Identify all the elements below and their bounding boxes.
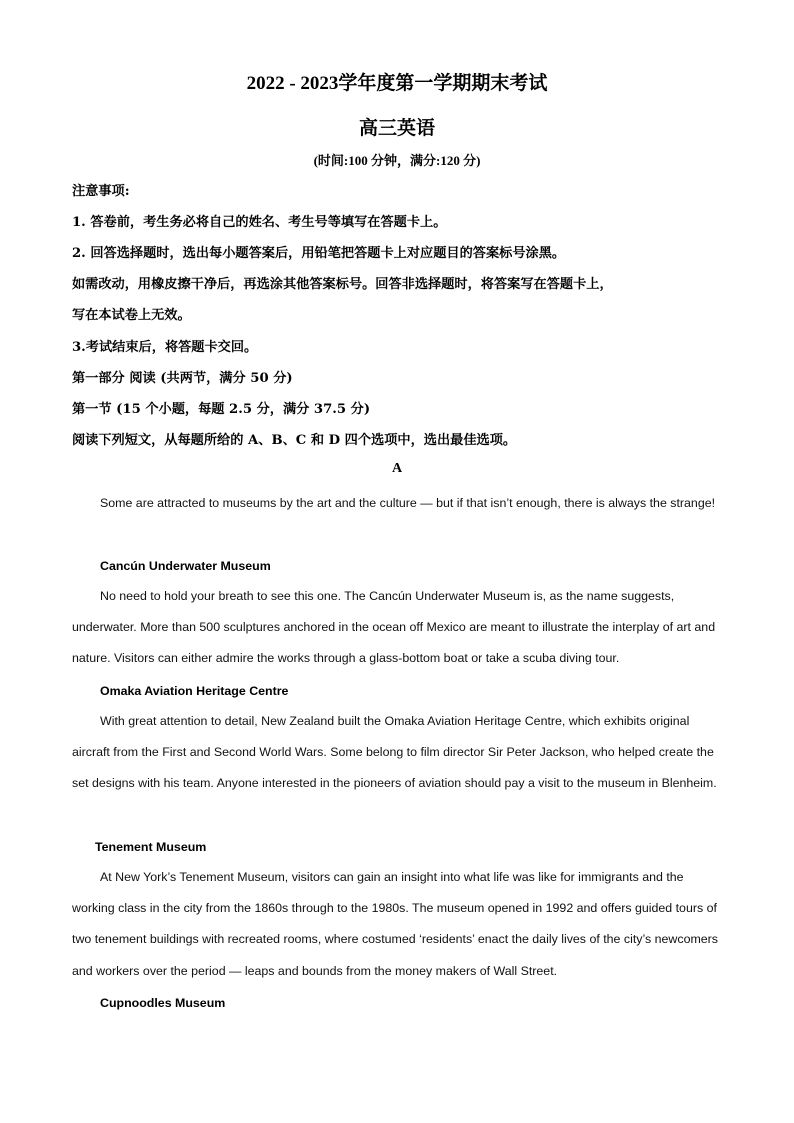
museum-heading: Cancún Underwater Museum: [100, 559, 271, 573]
section-one-heading: 第一节 (15 个小题，每题 2.5 分，满分 37.5 分): [72, 402, 371, 417]
note-item-2-end: 写在本试卷上无效。: [72, 308, 191, 323]
note-item-2-continued: 如需改动，用橡皮擦干净后，再选涂其他答案标号。回答非选择题时，将答案写在答题卡上，: [72, 277, 613, 292]
museum-heading: Tenement Museum: [95, 840, 207, 854]
notes-heading: 注意事项:: [72, 184, 130, 199]
museum-description: At New York’s Tenement Museum, visitors can gain an insight into what life was like for immigrants and the working class in the city from the 1860s through to the 1980s. The museum opened in 1992 and offers guided tours of two tenement buildings with recreated rooms, where costumed ‘residents’ enact the daily lives of the city’s newcomers and workers over the period — leaps and bounds from the money makers of Wall Street.: [72, 870, 718, 978]
passage-intro: Some are attracted to museums by the art and the culture — but if that isn’t enough, there is always the strange!: [100, 496, 716, 510]
museum-heading: Cupnoodles Museum: [100, 996, 226, 1010]
exam-subject: 高三英语: [358, 118, 435, 139]
exam-title: 2022 - 2023学年度第一学期期末考试: [246, 73, 548, 94]
museum-heading: Omaka Aviation Heritage Centre: [100, 684, 289, 698]
exam-time-info: (时间:100 分钟，满分:120 分): [313, 153, 481, 168]
part-one-heading: 第一部分 阅读 (共两节，满分 50 分): [72, 371, 293, 386]
note-item-2: 2. 回答选择题时，选出每小题答案后，用铅笔把答题卡上对应题目的答案标号涂黑。: [72, 246, 566, 261]
note-item-3: 3.考试结束后，将答题卡交回。: [72, 340, 258, 355]
museum-description: With great attention to detail, New Zealand built the Omaka Aviation Heritage Centre, which exhibits original aircraft from the First and Second World Wars. Some belong to film director Sir Peter Jackson, who helped create the set designs with his team. Anyone interested in the pioneers of aviation should pay a visit to the museum in Blenheim.: [72, 714, 717, 791]
note-item-1: 1. 答卷前，考生务必将自己的姓名、考生号等填写在答题卡上。: [72, 215, 447, 230]
passage-label: A: [391, 461, 403, 476]
reading-instruction: 阅读下列短文，从每题所给的 A、B、C 和 D 四个选项中，选出最佳选项。: [72, 433, 517, 448]
museum-description: No need to hold your breath to see this one. The Cancún Underwater Museum is, as the name suggests, underwater. More than 500 sculptures anchored in the ocean off Mexico are meant to illustrate the interplay of art and nature. Visitors can either admire the works through a glass-bottom boat or take a scuba diving tour.: [72, 589, 716, 666]
